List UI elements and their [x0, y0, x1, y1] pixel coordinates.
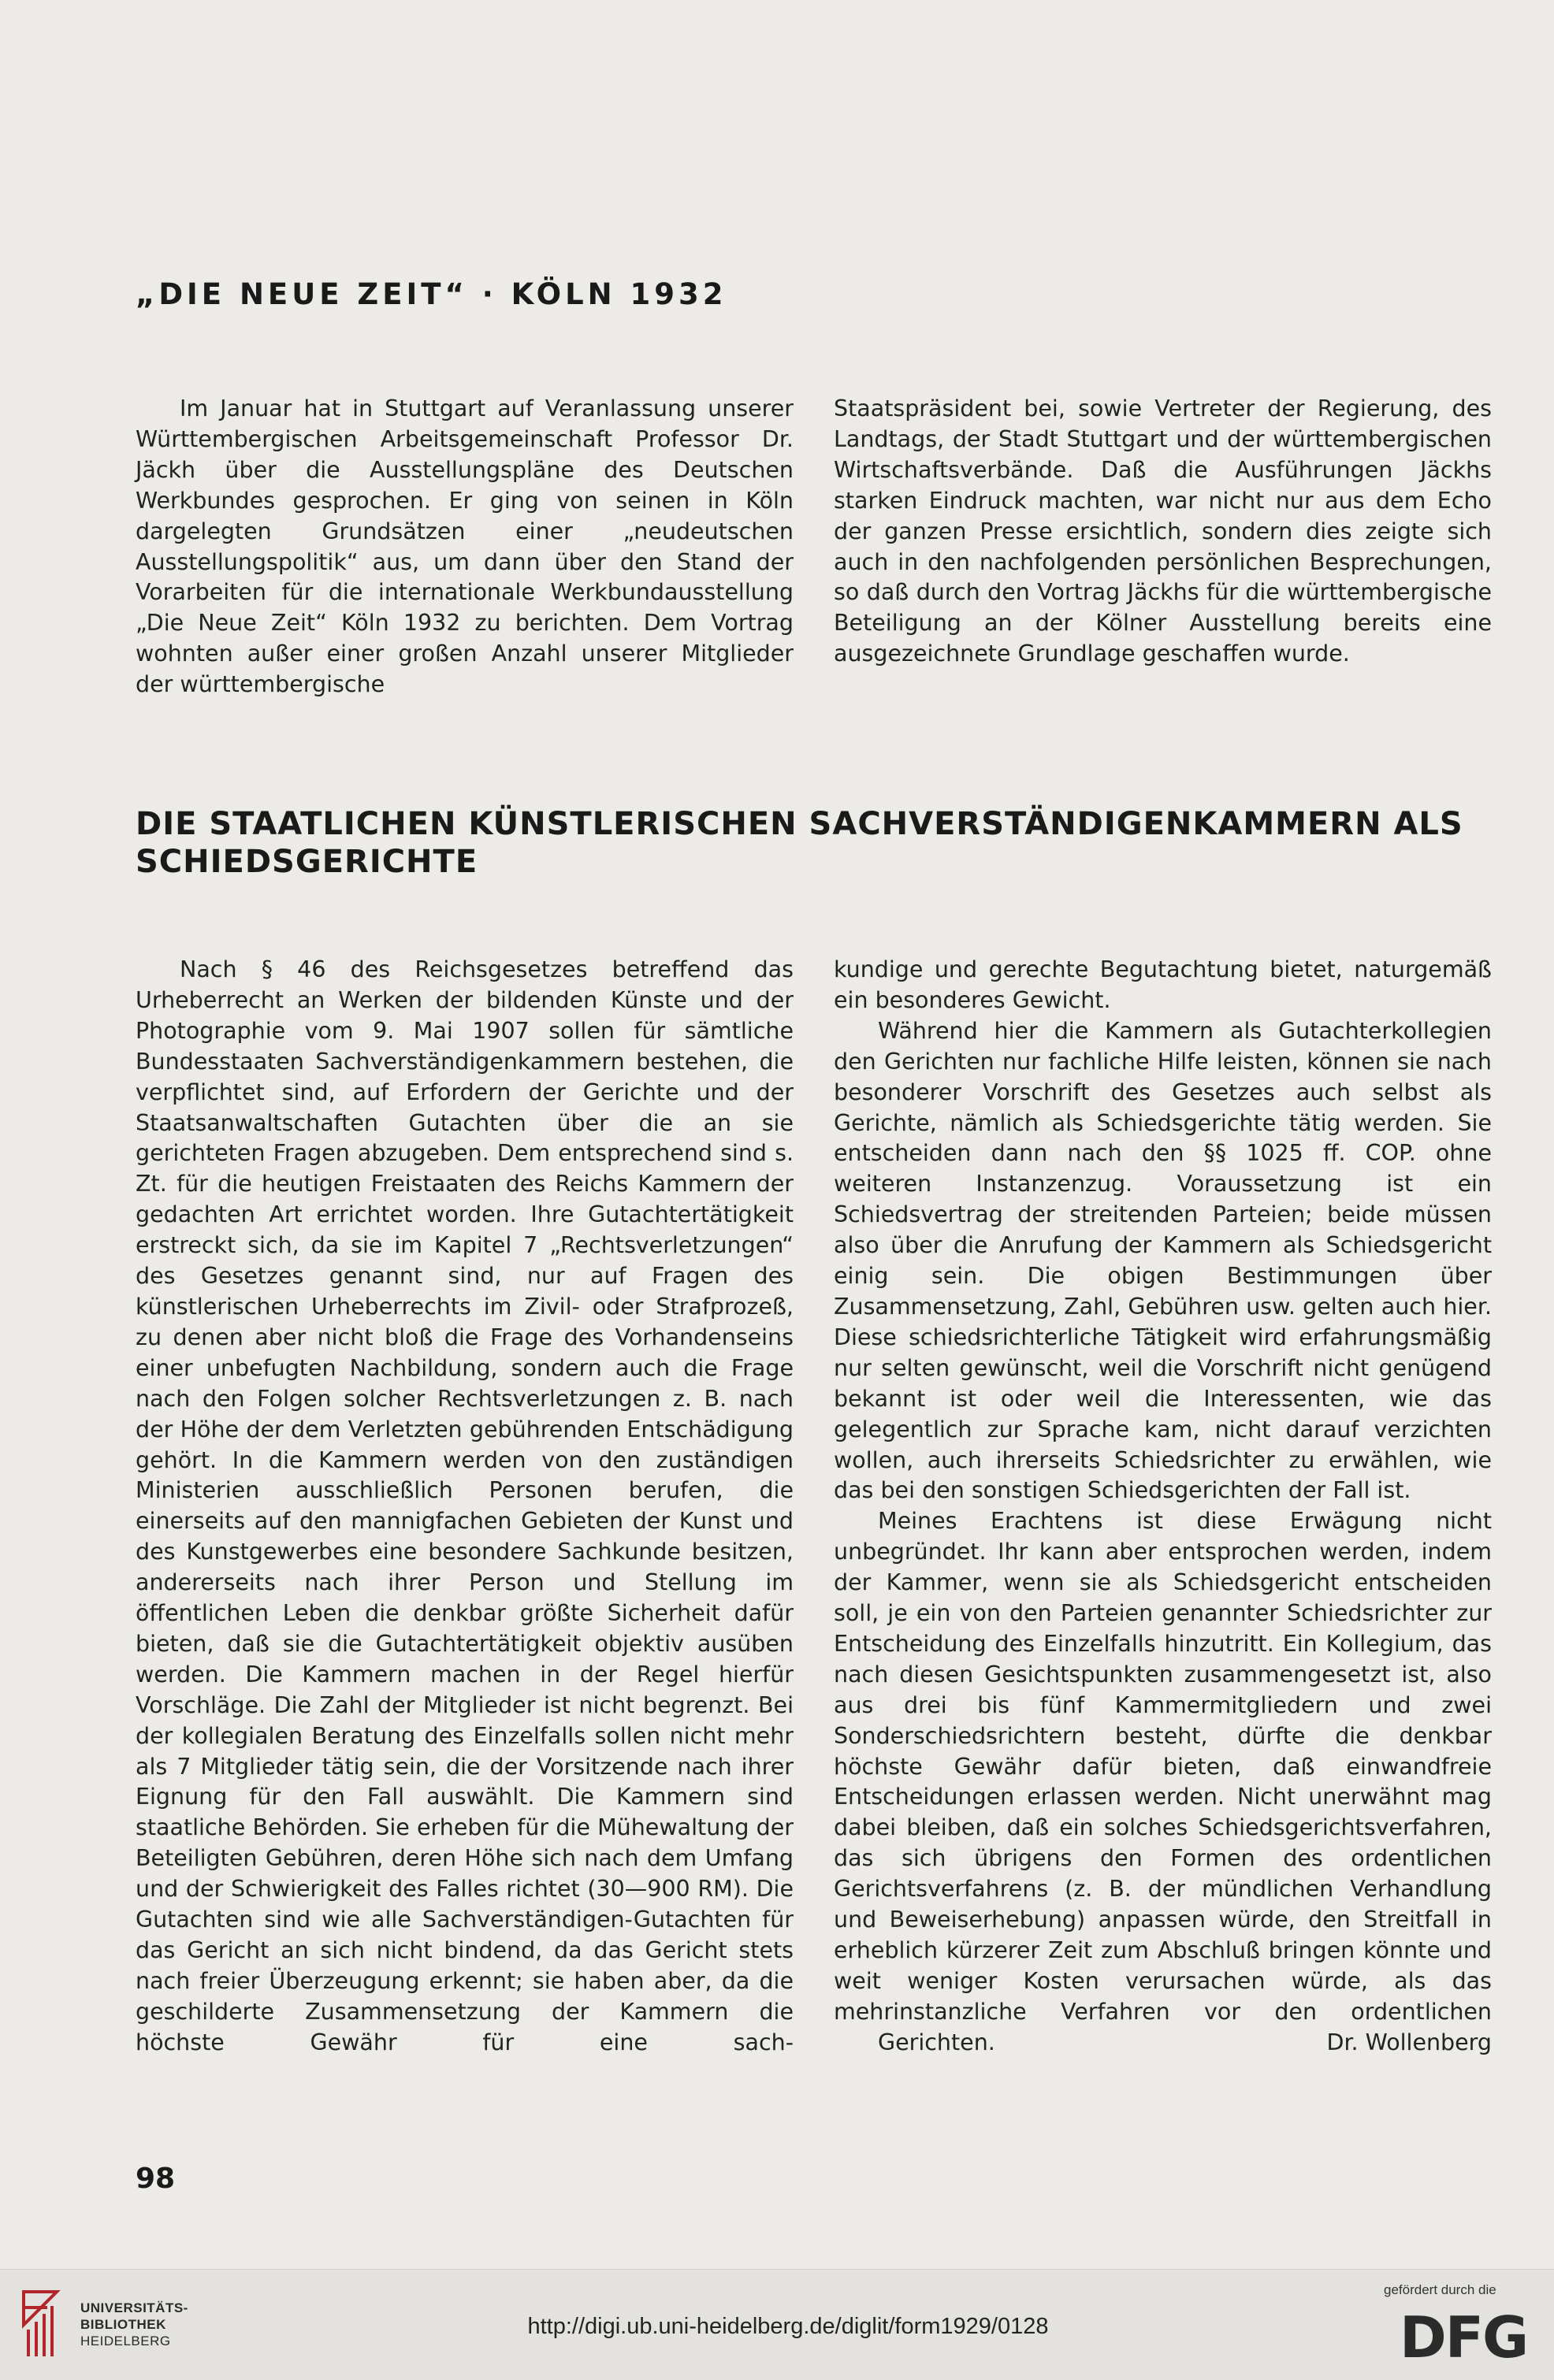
closing-word: Gerichten.: [878, 2029, 995, 2055]
university-library-name: UNIVERSITÄTS- BIBLIOTHEK HEIDELBERG: [80, 2300, 188, 2348]
paragraph: kundige und gerechte Begutachtung bietet, naturgemäß ein besonderes Gewicht.: [834, 956, 1492, 1013]
author-name: Dr. Wollenberg: [1326, 2029, 1492, 2055]
university-library-logo-icon: [17, 2285, 63, 2361]
article1-column-left: [136, 394, 794, 700]
paragraph: Staatspräsident bei, sowie Vertreter der Regierung, des Landtags, der Stadt Stuttgart und der württembergischen Wirtschaftsverbände. Daß die Ausführungen Jäckhs starken Eindruck machten, war nicht nur aus dem Echo der ganzen Presse ersichtlich, sondern dies zeigte sich auch in den nachfolgenden persönlichen Besprechungen, so daß durch den Vortrag Jäckhs für die württembergische Beteiligung an der Kölner Ausstellung bereits eine ausgezeichnete Grundlage geschaffen wurde.: [834, 395, 1492, 667]
page-number: 98: [136, 2163, 176, 2195]
paragraph: Im Januar hat in Stuttgart auf Veranlassung unserer Württembergischen Arbeitsgemeinschaft Professor Dr. Jäckh über die Ausstellungspläne des Deutschen Werkbundes gesprochen. Er ging von seinen in Köln dargelegten Grundsätzen einer „neudeutschen Ausstellungspolitik“ aus, um dann über den Stand der Vorarbeiten für die internationale Werkbundausstellung „Die Neue Zeit“ Köln 1932 zu berichten. Dem Vortrag wohnten außer einer großen Anzahl unserer Mitglieder der württembergische: [136, 395, 794, 698]
article-title-sachverstaendigenkammern: DIE STAATLICHEN KÜNSTLERISCHEN SACHVERSTÄNDIGENKAMMERN ALS SCHIEDSGERICHTE: [136, 806, 1463, 880]
dfg-logo: DFG: [1400, 2304, 1528, 2371]
article2-column-left: [136, 955, 794, 2059]
article2-column-right: [834, 955, 1492, 2059]
article-title-neue-zeit: „DIE NEUE ZEIT“ · KÖLN 1932: [136, 277, 727, 311]
digitization-footer: [0, 2269, 1554, 2380]
paragraph: Nach § 46 des Reichsgesetzes betreffend das Urheberrecht an Werken der bildenden Künste und der Photographie vom 9. Mai 1907 sollen für sämtliche Bundesstaaten Sachverständigenkammern bestehen, die verpflichtet sind, auf Erfordern der Gerichte und der Staatsanwaltschaften Gutachten über die an sie gerichteten Fragen abzugeben. Dem entsprechend sind s. Zt. für die heutigen Freistaaten des Reichs Kammern der gedachten Art errichtet worden. Ihre Gutachtertätigkeit erstreckt sich, da sie im Kapitel 7 „Rechtsverletzungen“ des Gesetzes genannt sind, nur auf Fragen des künstlerischen Urheberrechts im Zivil- oder Strafprozeß, zu denen aber nicht bloß die Frage des Vorhandenseins einer unbefugten Nachbildung, sondern auch die Frage nach den Folgen solcher Rechtsverletzungen z. B. nach der Höhe der dem Verletzten gebührenden Entschädigung gehört. In die Kammern werden von den zuständigen Ministerien ausschließlich Personen berufen, die einerseits auf den mannigfachen Gebieten der Kunst und des Kunstgewerbes eine besondere Sachkunde besitzen, andererseits nach ihrer Person und Stellung im öffentlichen Leben die denkbar größte Sicherheit dafür bieten, daß sie die Gutachtertätigkeit objektiv ausüben werden. Die Kammern machen in der Regel hierfür Vorschläge. Die Zahl der Mitglieder ist nicht begrenzt. Bei der kollegialen Beratung des Einzelfalls sollen nicht mehr als 7 Mitglieder tätig sein, die der Vorsitzende nach ihrer Eignung für den Fall auswählt. Die Kammern sind staatliche Behörden. Sie erheben für die Mühewaltung der Beteiligten Gebühren, deren Höhe sich nach dem Umfang und der Schwierigkeit des Falles richtet (30—900 RM). Die Gutachten sind wie alle Sachverständigen-Gutachten für das Gericht an sich nicht bindend, da das Gericht stets nach freier Überzeugung erkennt; sie haben aber, da die geschilderte Zusammensetzung der Kammern die höchste Gewähr für eine sach-: [136, 956, 794, 2055]
article1-column-right: [834, 394, 1492, 670]
source-url-link[interactable]: http://digi.ub.uni-heidelberg.de/diglit/form1929/0128: [527, 2314, 1049, 2339]
signature-line: [834, 2028, 1492, 2059]
paragraph: Meines Erachtens ist diese Erwägung nicht unbegründet. Ihr kann aber entsprochen werden, indem der Kammer, wenn sie als Schiedsgericht entscheiden soll, je ein von den Parteien genannter Schiedsrichter zur Entscheidung des Einzelfalls hinzutritt. Ein Kollegium, das nach diesen Gesichtspunkten zusammengesetzt ist, also aus drei bis fünf Kammermitgliedern und zwei Sonderschiedsrichtern besteht, dürfte die denkbar höchste Gewähr dafür bieten, daß einwandfreie Entscheidungen erlassen werden. Nicht unerwähnt mag dabei bleiben, daß ein solches Schiedsgerichtsverfahren, das sich übrigens den Formen des ordentlichen Gerichtsverfahrens (z. B. der mündlichen Verhandlung und Beweiserhebung) anpassen würde, den Streitfall in erheblich kürzerer Zeit zum Abschluß bringen könnte und weit weniger Kosten verursachen würde, als das mehrinstanzliche Verfahren vor den ordentlichen: [834, 1508, 1492, 2025]
paragraph: Während hier die Kammern als Gutachterkollegien den Gerichten nur fachliche Hilfe leisten, können sie nach besonderer Vorschrift des Gesetzes auch selbst als Gerichte, nämlich als Schiedsgerichte tätig werden. Sie entscheiden dann nach den §§ 1025 ff. COP. ohne weiteren Instanzenzug. Voraussetzung ist ein Schiedsvertrag der streitenden Parteien; beide müssen also über die Anrufung der Kammern als Schiedsgericht einig sein. Die obigen Bestimmungen über Zusammensetzung, Zahl, Gebühren usw. gelten auch hier. Diese schiedsrichterliche Tätigkeit wird erfahrungsmäßig nur selten gewünscht, weil die Vorschrift nicht genügend bekannt ist oder weil die Interessenten, wie das gelegentlich zur Sprache kam, nicht darauf verzichten wollen, auch ihrerseits Schiedsrichter zu erwählen, wie das bei den sonstigen Schiedsgerichten der Fall ist.: [834, 1017, 1492, 1504]
funding-label: gefördert durch die: [1384, 2282, 1496, 2297]
